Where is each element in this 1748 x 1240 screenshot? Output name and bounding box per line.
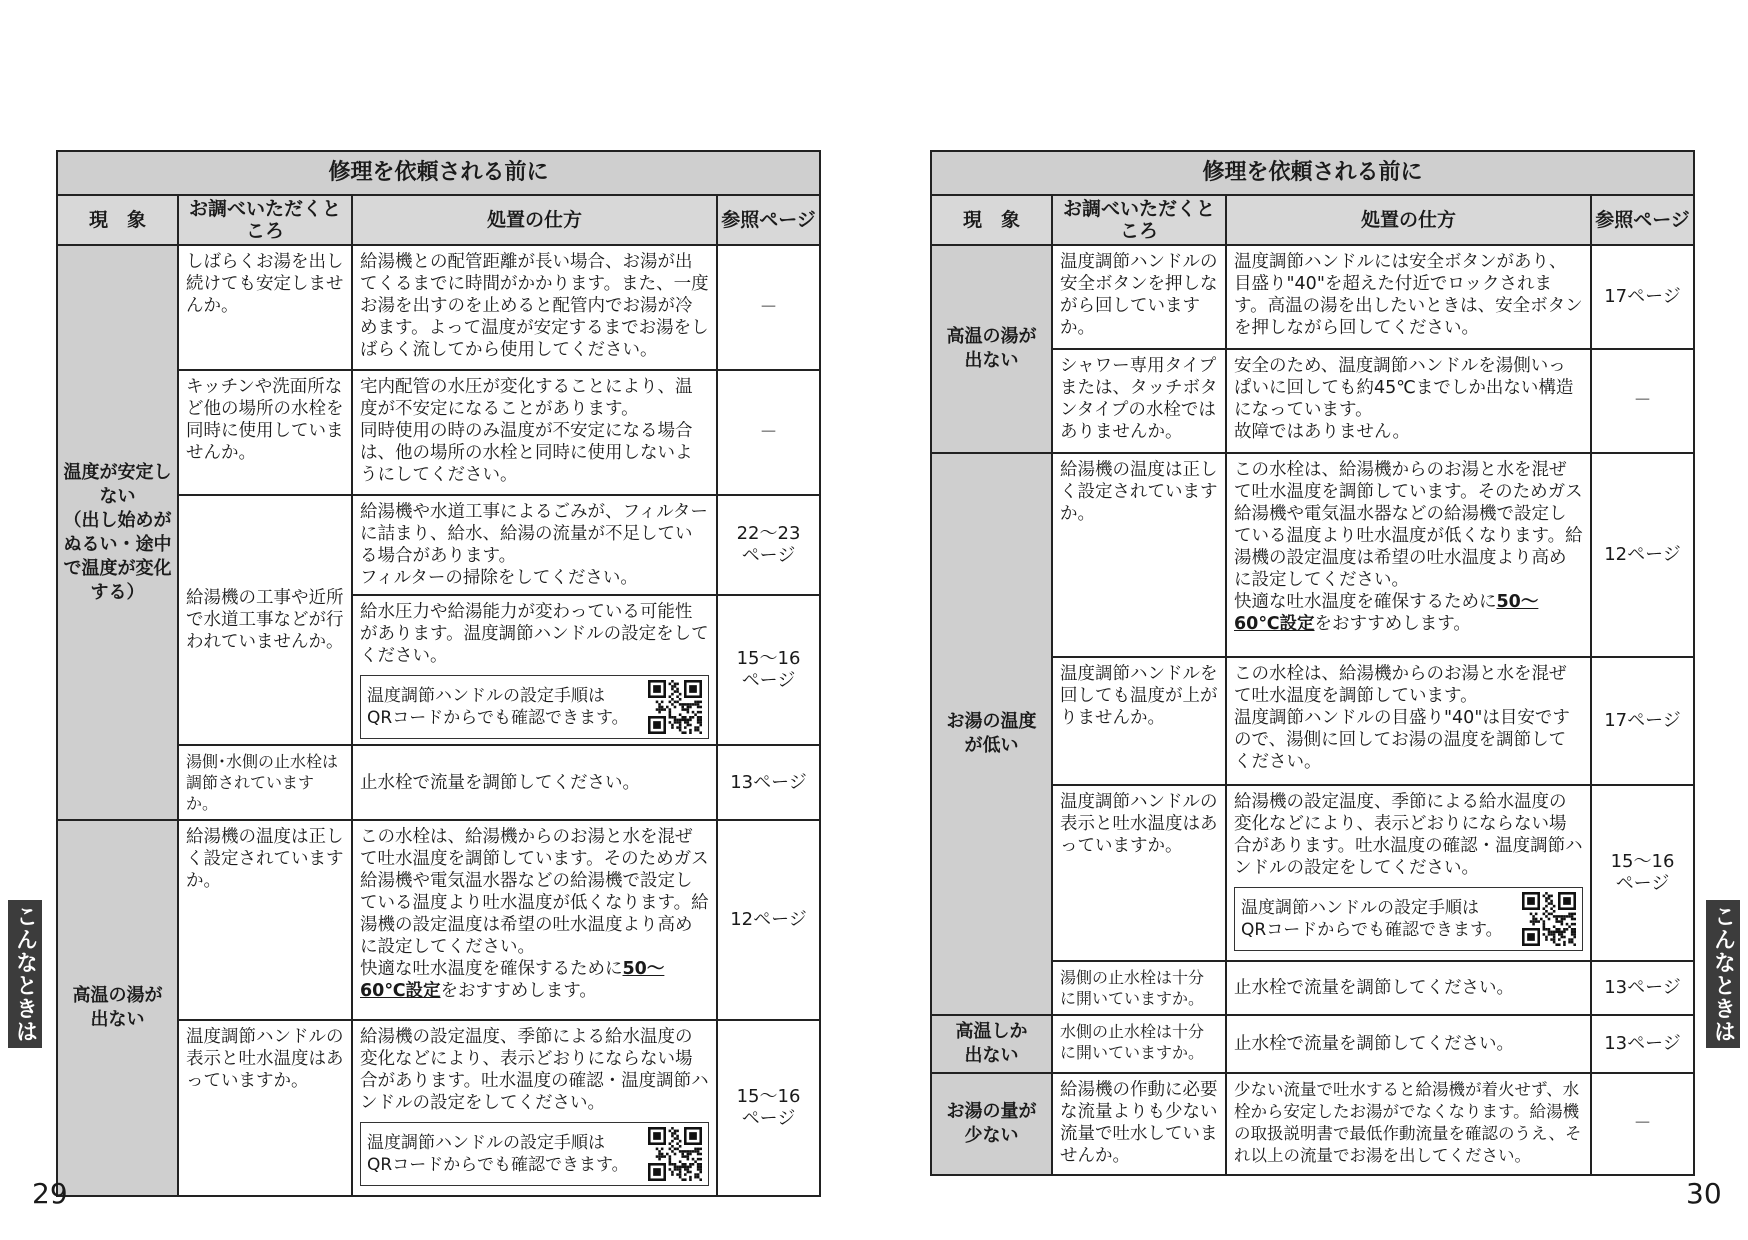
- action-cell: 止水栓で流量を調節してください。: [352, 745, 717, 820]
- reference-cell: 17ページ: [1591, 245, 1694, 349]
- troubleshooting-table-right: [930, 150, 1695, 1176]
- header-check: お調べいただくところ: [178, 195, 352, 245]
- qr-note-box: [360, 675, 709, 739]
- action-cell: この水栓は、給湯機からのお湯と水を混ぜて吐水温度を調節しています。 温度調節ハンドルの目盛り"40"は目安ですので、湯側に回してお湯の温度を調節してください。: [1226, 657, 1591, 785]
- page-number-right: 30: [1686, 1177, 1722, 1210]
- check-cell: 給湯機の作動に必要な流量よりも少ない流量で吐水していませんか。: [1052, 1073, 1226, 1175]
- symptom-low-temperature: お湯の温度 が低い: [931, 453, 1052, 1015]
- action-text-tail: をおすすめします。: [1314, 614, 1471, 634]
- check-cell: 温度調節ハンドルの表示と吐水温度はあっていますか。: [178, 1020, 352, 1196]
- reference-cell: 22～23 ページ: [717, 495, 820, 595]
- action-cell: 止水栓で流量を調節してください。: [1226, 1015, 1591, 1073]
- action-cell: [1226, 453, 1591, 657]
- check-cell: シャワー専用タイプまたは、タッチボタンタイプの水栓ではありませんか。: [1052, 349, 1226, 453]
- header-check: お調べいただくところ: [1052, 195, 1226, 245]
- reference-cell: －: [717, 245, 820, 370]
- troubleshooting-table-left: [56, 150, 821, 1197]
- reference-cell: 13ページ: [717, 745, 820, 820]
- action-cell: [1226, 785, 1591, 961]
- action-text: この水栓は、給湯機からのお湯と水を混ぜて吐水温度を調節しています。そのためガス給湯機や電気温水器などの給湯機で設定している温度より吐水温度が低くなります。給湯機の設定温度は希望の吐水温度より高めに設定してください。 快適な吐水温度を確保するために: [1234, 460, 1583, 612]
- header-symptom: 現 象: [57, 195, 178, 245]
- header-reference: 参照ページ: [1591, 195, 1694, 245]
- check-cell: 給湯機の温度は正しく設定されていますか。: [1052, 453, 1226, 657]
- right-page: [930, 150, 1693, 1176]
- recommended-setting: 50～60℃設定: [360, 959, 665, 1001]
- symptom-only-hot: 高温しか 出ない: [931, 1015, 1052, 1073]
- symptom-no-hot-water: 高温の湯が 出ない: [931, 245, 1052, 453]
- check-cell: 温度調節ハンドルの表示と吐水温度はあっていますか。: [1052, 785, 1226, 961]
- qr-note-text: 温度調節ハンドルの設定手順は QRコードからでも確認できます。: [367, 686, 629, 728]
- action-cell: 給湯機との配管距離が長い場合、お湯が出てくるまでに時間がかかります。また、一度お湯を出すのを止めると配管内でお湯が冷めます。よって温度が安定するまでお湯をしばらく流してから使用してください。: [352, 245, 717, 370]
- qr-code-icon[interactable]: [1522, 892, 1576, 946]
- left-page: [56, 150, 819, 1197]
- recommended-setting: 50～60℃設定: [1234, 592, 1539, 634]
- header-symptom: 現 象: [931, 195, 1052, 245]
- qr-note-box: [360, 1122, 709, 1186]
- header-reference: 参照ページ: [717, 195, 820, 245]
- table-title: 修理を依頼される前に: [931, 151, 1694, 195]
- header-action: 処置の仕方: [352, 195, 717, 245]
- reference-cell: 15～16 ページ: [717, 595, 820, 745]
- header-action: 処置の仕方: [1226, 195, 1591, 245]
- action-text: 給水圧力や給湯能力が変わっている可能性があります。温度調節ハンドルの設定をしてください。: [360, 602, 709, 666]
- page-number-left: 29: [32, 1177, 68, 1210]
- symptom-no-hot-water: 高温の湯が 出ない: [57, 820, 178, 1196]
- table-title: 修理を依頼される前に: [57, 151, 820, 195]
- reference-cell: 13ページ: [1591, 1015, 1694, 1073]
- action-text: 給湯機の設定温度、季節による給水温度の変化などにより、表示どおりにならない場合があります。吐水温度の確認・温度調節ハンドルの設定をしてください。: [1234, 792, 1583, 878]
- action-text-tail: をおすすめします。: [440, 981, 597, 1001]
- action-cell: 温度調節ハンドルには安全ボタンがあり、目盛り"40"を超えた付近でロックされます。高温の湯を出したいときは、安全ボタンを押しながら回してください。: [1226, 245, 1591, 349]
- action-cell: [352, 595, 717, 745]
- reference-cell: 12ページ: [717, 820, 820, 1020]
- check-cell: 温度調節ハンドルを回しても温度が上がりませんか。: [1052, 657, 1226, 785]
- reference-cell: －: [1591, 1073, 1694, 1175]
- check-cell: しばらくお湯を出し続けても安定しませんか。: [178, 245, 352, 370]
- symptom-unstable-temp: 温度が安定しない （出し始めがぬるい・途中で温度が変化する）: [57, 245, 178, 820]
- reference-cell: 15～16 ページ: [717, 1020, 820, 1196]
- action-cell: 安全のため、温度調節ハンドルを湯側いっぱいに回しても約45℃までしか出ない構造になっています。 故障ではありません。: [1226, 349, 1591, 453]
- qr-note-text: 温度調節ハンドルの設定手順は QRコードからでも確認できます。: [1241, 898, 1503, 940]
- check-cell: 給湯機の温度は正しく設定されていますか。: [178, 820, 352, 1020]
- reference-cell: 17ページ: [1591, 657, 1694, 785]
- action-cell: 給湯機や水道工事によるごみが、フィルターに詰まり、給水、給湯の流量が不足している場合があります。 フィルターの掃除をしてください。: [352, 495, 717, 595]
- action-cell: [352, 1020, 717, 1196]
- action-text: 給湯機の設定温度、季節による給水温度の変化などにより、表示どおりにならない場合があります。吐水温度の確認・温度調節ハンドルの設定をしてください。: [360, 1027, 709, 1113]
- check-cell: 水側の止水栓は十分に開いていますか。: [1052, 1015, 1226, 1073]
- reference-cell: －: [1591, 349, 1694, 453]
- check-cell: キッチンや洗面所など他の場所の水栓を同時に使用していませんか。: [178, 370, 352, 495]
- check-cell: 湯側･水側の止水栓は調節されていますか。: [178, 745, 352, 820]
- check-cell: 温度調節ハンドルの安全ボタンを押しながら回していますか。: [1052, 245, 1226, 349]
- action-cell: 少ない流量で吐水すると給湯機が着火せず、水栓から安定したお湯がでなくなります。給湯機の取扱説明書で最低作動流量を確認のうえ、それ以上の流量でお湯を出してください。: [1226, 1073, 1591, 1175]
- qr-code-icon[interactable]: [648, 680, 702, 734]
- qr-note-box: [1234, 887, 1583, 951]
- action-cell: 宅内配管の水圧が変化することにより、温度が不安定になることがあります。 同時使用の時のみ温度が不安定になる場合は、他の場所の水栓と同時に使用しないようにしてください。: [352, 370, 717, 495]
- qr-note-text: 温度調節ハンドルの設定手順は QRコードからでも確認できます。: [367, 1133, 629, 1175]
- action-cell: 止水栓で流量を調節してください。: [1226, 961, 1591, 1015]
- check-cell: 給湯機の工事や近所で水道工事などが行われていませんか。: [178, 495, 352, 745]
- check-cell: 湯側の止水栓は十分に開いていますか。: [1052, 961, 1226, 1015]
- reference-cell: －: [717, 370, 820, 495]
- reference-cell: 15～16 ページ: [1591, 785, 1694, 961]
- section-tab-right[interactable]: こんなときは: [1706, 900, 1740, 1048]
- symptom-low-flow: お湯の量が 少ない: [931, 1073, 1052, 1175]
- action-cell: [352, 820, 717, 1020]
- qr-code-icon[interactable]: [648, 1127, 702, 1181]
- reference-cell: 12ページ: [1591, 453, 1694, 657]
- action-text: この水栓は、給湯機からのお湯と水を混ぜて吐水温度を調節しています。そのためガス給湯機や電気温水器などの給湯機で設定している温度より吐水温度が低くなります。給湯機の設定温度は希望の吐水温度より高めに設定してください。 快適な吐水温度を確保するために: [360, 827, 709, 979]
- reference-cell: 13ページ: [1591, 961, 1694, 1015]
- section-tab-left[interactable]: こんなときは: [8, 900, 42, 1048]
